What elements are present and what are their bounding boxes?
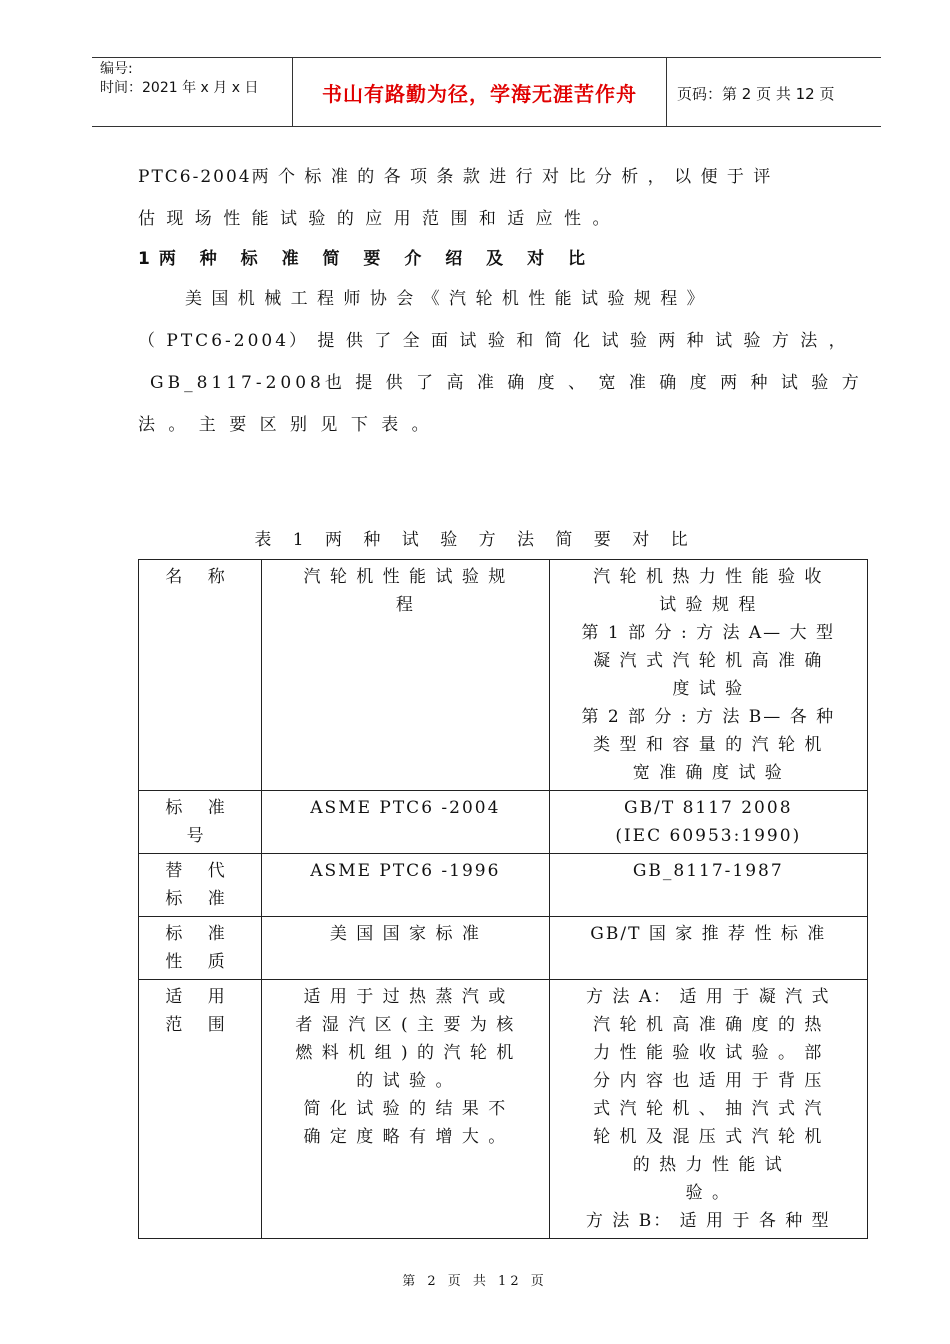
paragraph-line: 法 。 主 要 区 别 见 下 表 。	[138, 415, 433, 435]
ptc-cell	[262, 917, 549, 980]
section-heading: 1两 种 标 准 简 要 介 绍 及 对 比	[138, 249, 595, 269]
ptc-cell-line: 汽 轮 机 性 能 试 验 规	[303, 567, 508, 587]
gb-cell	[549, 917, 867, 980]
ptc-cell-line: 适 用 于 过 热 蒸 汽 或	[303, 987, 508, 1007]
gb-cell-line: 力 性 能 验 收 试 验 。 部	[593, 1043, 824, 1063]
comparison-table	[138, 559, 868, 1239]
table-row	[139, 917, 868, 980]
gb-cell-line: 轮 机 及 混 压 式 汽 轮 机	[593, 1127, 824, 1147]
header-divider	[666, 58, 667, 126]
gb-cell-line: 验 。	[685, 1183, 731, 1203]
ptc-cell-line: 燃 料 机 组 ) 的 汽 轮 机	[295, 1043, 516, 1063]
page-header	[92, 57, 881, 127]
row-label: 标 准 号	[165, 798, 235, 846]
gb-cell	[549, 791, 867, 854]
table-row	[139, 560, 868, 791]
gb-cell	[549, 854, 867, 917]
gb-cell-line: (IEC 60953:1990)	[615, 826, 802, 846]
row-label: 替 代 标 准	[165, 861, 235, 909]
paragraph-line: 估 现 场 性 能 试 验 的 应 用 范 围 和 适 应 性 。	[138, 209, 613, 229]
row-label-cell	[139, 917, 262, 980]
gb-cell-line: 凝 汽 式 汽 轮 机 高 准 确	[593, 651, 824, 671]
gb-cell	[549, 560, 867, 791]
ptc-cell-line: 程	[395, 595, 415, 615]
table-row	[139, 980, 868, 1239]
ptc-cell-line: 确 定 度 略 有 增 大 。	[303, 1127, 508, 1147]
gb-cell-line: GB/T 国 家 推 荐 性 标 准	[590, 924, 827, 944]
gb-cell-line: 汽 轮 机 热 力 性 能 验 收	[593, 567, 824, 587]
paragraph-line: PTC6-2004两 个 标 准 的 各 项 条 款 进 行 对 比 分 析 ， 以 便 于 评	[138, 167, 773, 187]
gb-cell-line: 分 内 容 也 适 用 于 背 压	[593, 1071, 824, 1091]
row-label-cell	[139, 854, 262, 917]
row-label-cell	[139, 560, 262, 791]
ptc-cell-line: 美 国 国 家 标 准	[329, 924, 481, 944]
ptc-cell	[262, 854, 549, 917]
row-label: 名 称	[165, 567, 235, 587]
gb-cell-line: 第 1 部 分 : 方 法 A— 大 型	[581, 623, 835, 643]
ptc-cell-line: 简 化 试 验 的 结 果 不	[303, 1099, 508, 1119]
ptc-cell-line: ASME PTC6 -2004	[310, 798, 501, 818]
ptc-cell	[262, 980, 549, 1239]
gb-cell-line: 类 型 和 容 量 的 汽 轮 机	[593, 735, 824, 755]
gb-cell-line: 度 试 验	[672, 679, 745, 699]
gb-cell-line: 试 验 规 程	[659, 595, 758, 615]
gb-cell-line: 的 热 力 性 能 试	[632, 1155, 784, 1175]
gb-cell-line: GB_8117-1987	[632, 861, 784, 881]
header-page-info: 页码：第 2 页 共 12 页	[677, 85, 835, 103]
row-label: 适 用 范 围	[165, 987, 235, 1035]
paragraph-line: 美 国 机 械 工 程 师 协 会 《 汽 轮 机 性 能 试 验 规 程 》	[185, 289, 706, 309]
ptc-cell	[262, 560, 549, 791]
row-label-cell	[139, 791, 262, 854]
gb-cell-line: 方 法 A： 适 用 于 凝 汽 式	[586, 987, 831, 1007]
table-row	[139, 854, 868, 917]
time-label: 时间：2021 年 x 月 x 日	[100, 80, 259, 96]
ptc-cell	[262, 791, 549, 854]
paragraph-line: （ PTC6-2004） 提 供 了 全 面 试 验 和 简 化 试 验 两 种 试 验 方 法 ，	[138, 331, 849, 351]
number-label: 编号:	[100, 61, 133, 77]
ptc-cell-line: 的 试 验 。	[356, 1071, 455, 1091]
gb-cell-line: 宽 准 确 度 试 验	[632, 763, 784, 783]
gb-cell-line: 式 汽 轮 机 、 抽 汽 式 汽	[593, 1099, 824, 1119]
gb-cell-line: 方 法 B： 适 用 于 各 种 型	[585, 1211, 831, 1231]
header-meta	[100, 60, 290, 98]
row-label: 标 准 性 质	[165, 924, 235, 972]
paragraph-line: GB_8117-2008也 提 供 了 高 准 确 度 、 宽 准 确 度 两 种 试 验 方	[150, 373, 863, 393]
gb-cell	[549, 980, 867, 1239]
table-row	[139, 791, 868, 854]
row-label-cell	[139, 980, 262, 1239]
gb-cell-line: 汽 轮 机 高 准 确 度 的 热	[593, 1015, 824, 1035]
ptc-cell-line: ASME PTC6 -1996	[310, 861, 501, 881]
gb-cell-line: GB/T 8117 2008	[624, 798, 793, 818]
ptc-cell-line: 者 湿 汽 区 ( 主 要 为 核	[295, 1015, 516, 1035]
page-footer: 第 2 页 共 12 页	[402, 1274, 548, 1289]
table-caption: 表 1 两 种 试 验 方 法 简 要 对 比	[254, 530, 696, 550]
header-motto: 书山有路勤为径，学海无涯苦作舟	[322, 82, 637, 106]
gb-cell-line: 第 2 部 分 : 方 法 B— 各 种	[581, 707, 836, 727]
